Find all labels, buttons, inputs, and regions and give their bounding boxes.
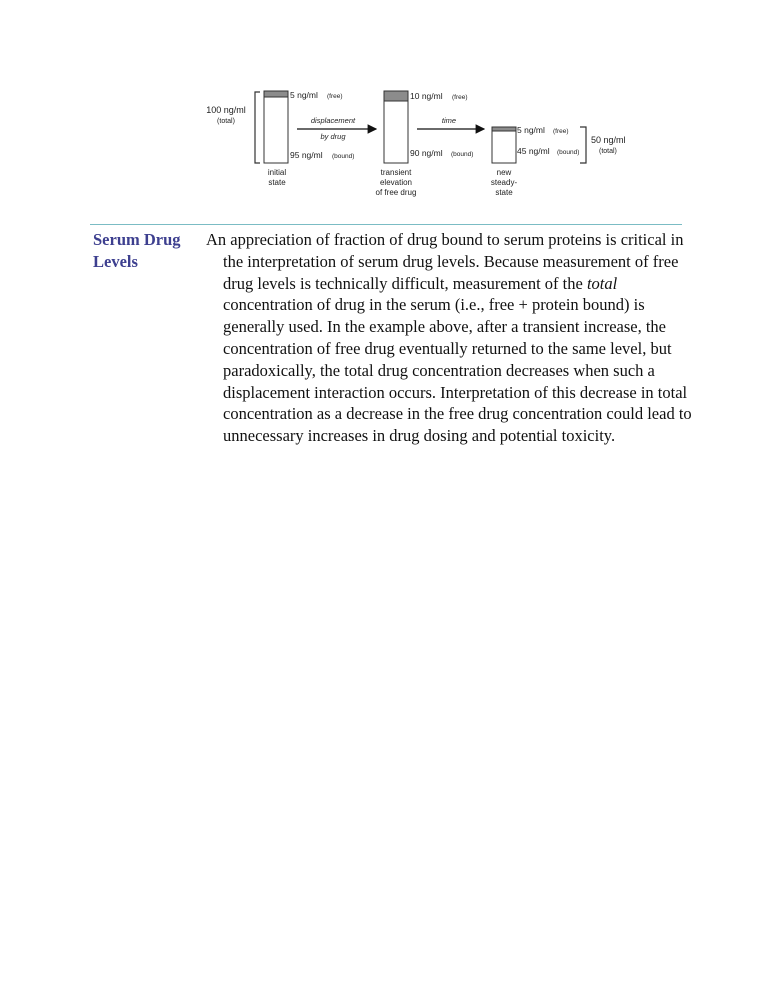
paragraph-text-part-1: An appreciation of fraction of drug bound to serum proteins is critical in the interpretation of serum drug levels. Because measurement of free drug levels is technically difficult, measurement of the: [206, 230, 684, 293]
state2-caption-1: transient: [380, 168, 412, 177]
beaker-transient-state: [384, 91, 408, 163]
state2-free-tag: (free): [452, 94, 468, 101]
free-fraction-initial: [264, 91, 288, 97]
state1-caption-1: initial: [267, 168, 287, 177]
right-total-value: 50 ng/ml: [591, 135, 626, 145]
beaker-new-steady-state: [492, 127, 516, 163]
arrow1-label-2: by drug: [320, 132, 346, 141]
state3-free-value: 5 ng/ml: [517, 125, 545, 135]
bound-fraction-transient: [384, 101, 408, 163]
section-paragraph: [206, 229, 697, 447]
left-total-tag: (total): [217, 118, 235, 125]
state3-caption-2: steady-: [490, 178, 518, 187]
bound-fraction-initial: [264, 97, 288, 163]
free-fraction-steady: [492, 127, 516, 131]
bound-fraction-steady: [492, 131, 516, 163]
arrow1-label-1: displacement: [310, 116, 356, 125]
state1-caption-2: state: [268, 178, 286, 187]
state3-bound-tag: (bound): [557, 149, 580, 156]
state2-caption-2: elevation: [379, 178, 413, 187]
state3-caption-1: new: [496, 168, 512, 177]
state1-free-tag: (free): [327, 93, 343, 100]
state3-bound-value: 45 ng/ml: [517, 146, 550, 156]
state2-bound-value: 90 ng/ml: [410, 148, 443, 158]
right-total-tag: (total): [599, 148, 617, 155]
state2-free-value: 10 ng/ml: [410, 91, 443, 101]
arrow2-label: time: [441, 116, 457, 125]
paragraph-italic-word: total: [586, 273, 618, 293]
state1-bound-value: 95 ng/ml: [290, 150, 323, 160]
paragraph-text-part-2: concentration of drug in the serum (i.e., free + protein bound) is generally used. In the example above, after a transient increase, the concentration of free drug eventually returned to the same level, but paradoxically, the total drug concentration decreases when such a displacement interaction occurs. Interpretation of this decrease in total concentration as a decrease in the free drug concentration could lead to unnecessary increases in drug dosing and potential toxicity.: [223, 295, 692, 446]
drug-displacement-diagram: [200, 85, 640, 205]
state3-caption-3: state: [495, 188, 513, 197]
beaker-initial-state: [264, 91, 288, 163]
section-heading: [93, 229, 193, 273]
state3-free-tag: (free): [553, 128, 569, 135]
state2-bound-tag: (bound): [451, 151, 474, 158]
state1-bound-tag: (bound): [332, 153, 355, 160]
left-bracket: [255, 92, 260, 163]
state1-free-value: 5 ng/ml: [290, 90, 318, 100]
free-fraction-transient: [384, 91, 408, 101]
section-heading-line-1: Serum Drug: [93, 230, 181, 249]
state2-caption-3: of free drug: [375, 188, 417, 197]
section-divider: [90, 224, 682, 225]
right-bracket: [580, 127, 586, 163]
section-heading-line-2: Levels: [93, 252, 138, 271]
left-total-value: 100 ng/ml: [206, 105, 246, 115]
